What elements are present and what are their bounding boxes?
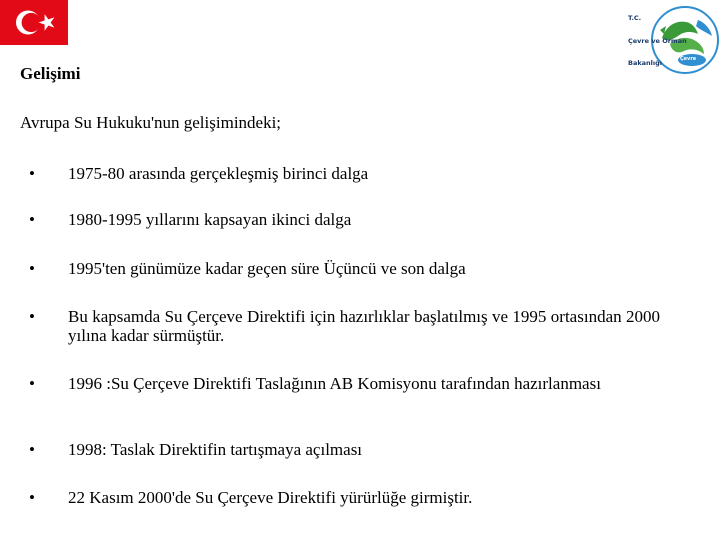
bullet-icon: • xyxy=(29,164,35,183)
list-item-text: 1996 :Su Çerçeve Direktifi Taslağının AB Komisyonu tarafından hazırlanması xyxy=(68,374,601,393)
logo-line: Bakanlığı xyxy=(628,59,663,67)
bullet-icon: • xyxy=(29,259,35,278)
page-title: Gelişimi xyxy=(20,64,81,83)
bullet-icon: • xyxy=(29,307,35,326)
bullet-icon: • xyxy=(29,210,35,229)
ministry-logo xyxy=(600,0,720,78)
list-item-text: Bu kapsamda Su Çerçeve Direktifi için hazırlıklar başlatılmış ve 1995 ortasından 2000 yılına kadar sürmüştür. xyxy=(68,307,660,345)
bullet-icon: • xyxy=(29,374,35,393)
list-item-text: 1980-1995 yıllarını kapsayan ikinci dalga xyxy=(68,210,352,229)
list-item-text: 1998: Taslak Direktifin tartışmaya açılması xyxy=(68,440,363,459)
turkish-flag-icon xyxy=(0,0,68,45)
intro-text: Avrupa Su Hukuku'nun gelişimindeki; xyxy=(20,113,282,132)
logo-line: T.C. xyxy=(628,14,642,22)
bullet-icon: • xyxy=(29,488,35,507)
list-item-text: 22 Kasım 2000'de Su Çerçeve Direktifi yürürlüğe girmiştir. xyxy=(68,488,473,507)
logo-badge: Çevre xyxy=(680,56,697,62)
logo-line: Çevre ve Orman xyxy=(628,36,687,45)
bullet-icon: • xyxy=(29,440,35,459)
list-item-text: 1975-80 arasında gerçekleşmiş birinci dalga xyxy=(68,164,369,183)
list-item-text: 1995'ten günümüze kadar geçen süre Üçüncü ve son dalga xyxy=(68,259,466,278)
logo-text xyxy=(628,0,687,83)
